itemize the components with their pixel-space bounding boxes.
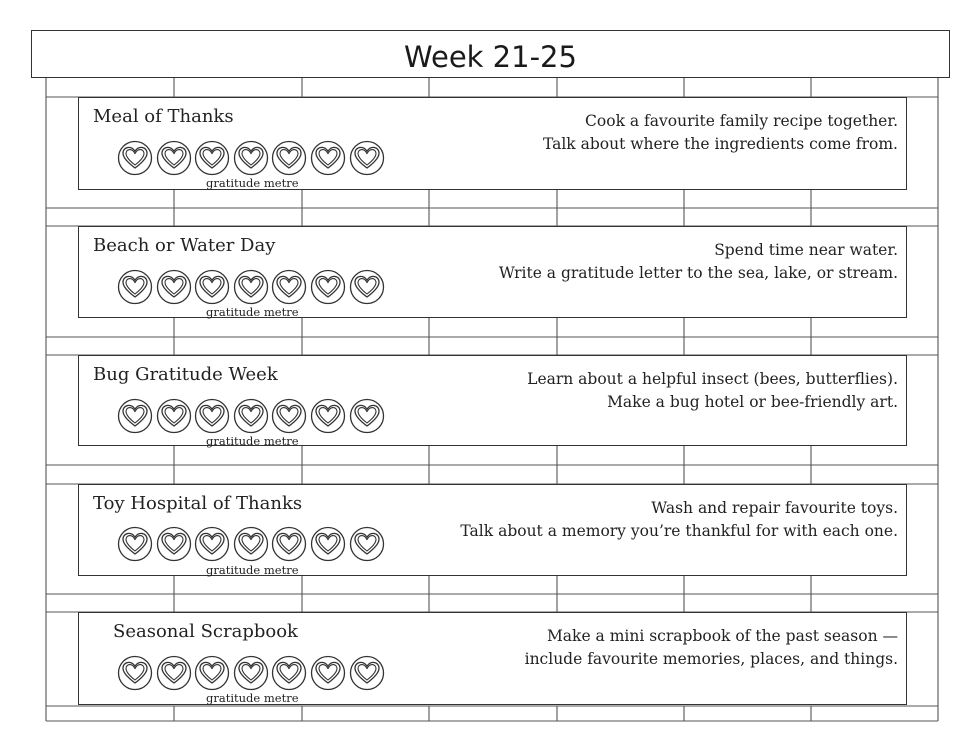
description-line: Write a gratitude letter to the sea, lake, or stream. bbox=[498, 264, 898, 282]
heart-icon bbox=[194, 526, 230, 562]
heart-icon bbox=[271, 269, 307, 305]
heart-icon bbox=[271, 526, 307, 562]
page-title: Week 21-25 bbox=[31, 30, 950, 78]
heart-icon bbox=[349, 269, 385, 305]
week-title: Seasonal Scrapbook bbox=[113, 621, 298, 642]
heart-icon bbox=[117, 398, 153, 434]
heart-icon bbox=[156, 655, 192, 691]
heart-icon bbox=[156, 526, 192, 562]
heart-icon bbox=[349, 655, 385, 691]
heart-icon bbox=[233, 398, 269, 434]
gratitude-metre-label: gratitude metre bbox=[206, 563, 299, 577]
heart-icon bbox=[349, 526, 385, 562]
heart-icon bbox=[156, 140, 192, 176]
gratitude-metre-label: gratitude metre bbox=[206, 305, 299, 319]
heart-icon bbox=[310, 655, 346, 691]
week-card-meal-of-thanks bbox=[78, 97, 907, 190]
heart-icon bbox=[310, 140, 346, 176]
heart-icon bbox=[194, 269, 230, 305]
heart-icon bbox=[349, 398, 385, 434]
gratitude-metre-label: gratitude metre bbox=[206, 176, 299, 190]
heart-icon bbox=[117, 655, 153, 691]
heart-icon bbox=[117, 526, 153, 562]
week-description bbox=[460, 497, 898, 543]
heart-icon bbox=[233, 526, 269, 562]
heart-icon bbox=[194, 140, 230, 176]
week-card-seasonal-scrapbook bbox=[78, 612, 907, 705]
week-title: Toy Hospital of Thanks bbox=[93, 493, 303, 514]
week-title: Bug Gratitude Week bbox=[93, 364, 278, 385]
description-line: include favourite memories, places, and things. bbox=[524, 650, 898, 668]
heart-icon bbox=[156, 398, 192, 434]
heart-icon bbox=[194, 398, 230, 434]
description-line: Cook a favourite family recipe together. bbox=[585, 112, 898, 130]
heart-icon bbox=[271, 398, 307, 434]
heart-icon bbox=[310, 269, 346, 305]
description-line: Wash and repair favourite toys. bbox=[651, 499, 898, 517]
week-description bbox=[525, 625, 898, 671]
description-line: Talk about a memory you’re thankful for with each one. bbox=[460, 522, 898, 540]
heart-icon bbox=[117, 140, 153, 176]
description-line: Make a bug hotel or bee-friendly art. bbox=[607, 393, 898, 411]
heart-icon bbox=[349, 140, 385, 176]
week-title: Meal of Thanks bbox=[93, 106, 234, 127]
description-line: Spend time near water. bbox=[714, 241, 898, 259]
heart-icon bbox=[156, 269, 192, 305]
gratitude-metre-label: gratitude metre bbox=[206, 434, 299, 448]
heart-icon bbox=[117, 269, 153, 305]
heart-icon bbox=[271, 140, 307, 176]
heart-icon bbox=[310, 398, 346, 434]
heart-icon bbox=[233, 140, 269, 176]
heart-icon bbox=[271, 655, 307, 691]
week-description bbox=[499, 239, 898, 285]
heart-icon bbox=[310, 526, 346, 562]
week-card-toy-hospital-of-thanks bbox=[78, 484, 907, 576]
week-card-bug-gratitude-week bbox=[78, 355, 907, 446]
description-line: Talk about where the ingredients come from. bbox=[542, 135, 898, 153]
week-title: Beach or Water Day bbox=[93, 235, 276, 256]
week-card-beach-or-water-day bbox=[78, 226, 907, 318]
week-description bbox=[527, 368, 898, 414]
heart-icon bbox=[233, 655, 269, 691]
heart-icon bbox=[194, 655, 230, 691]
gratitude-metre-label: gratitude metre bbox=[206, 691, 299, 705]
heart-icon bbox=[233, 269, 269, 305]
week-description bbox=[543, 110, 898, 156]
description-line: Make a mini scrapbook of the past season — bbox=[546, 627, 898, 645]
description-line: Learn about a helpful insect (bees, butterflies). bbox=[527, 370, 898, 388]
